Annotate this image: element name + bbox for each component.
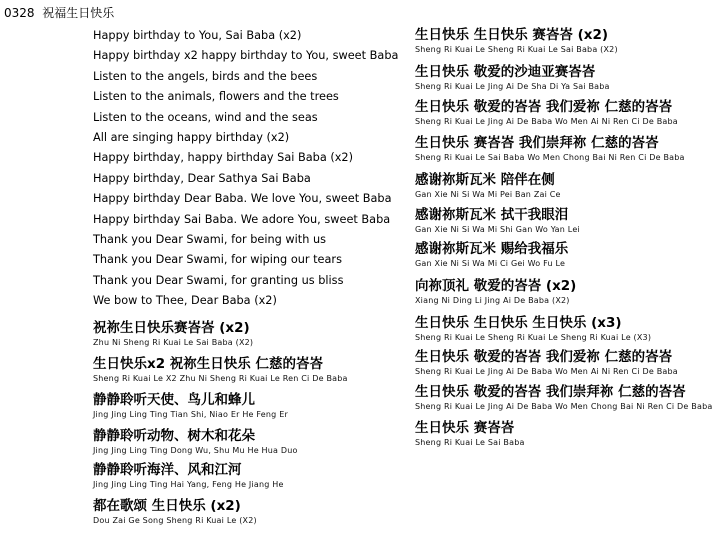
left-column <box>93 26 413 525</box>
song-number: 0328 <box>4 6 35 20</box>
chinese-line: 生日快乐 赛峇峇 <box>415 420 515 436</box>
chinese-verse <box>415 171 561 200</box>
chinese-line: 生日快乐 敬爱的峇峇 我们爱祢 仁慈的峇峇 <box>415 99 673 115</box>
pinyin-line: Zhu Ni Sheng Ri Kuai Le Sai Baba (X2) <box>93 338 254 347</box>
english-line: Happy birthday Sai Baba. We adore You, sweet Baba <box>93 212 391 226</box>
english-line: Thank you Dear Swami, for being with us <box>93 232 326 246</box>
chinese-line: 感谢祢斯瓦米 陪伴在侧 <box>415 172 555 188</box>
chinese-line: 生日快乐 生日快乐 赛峇峇 (x2) <box>415 27 609 43</box>
english-line: All are singing happy birthday (x2) <box>93 130 290 144</box>
pinyin-line: Jing Jing Ling Ting Hai Yang, Feng He Jiang He <box>93 480 284 489</box>
chinese-line: 都在歌颂 生日快乐 (x2) <box>93 498 241 514</box>
english-line: Thank you Dear Swami, for granting us bliss <box>93 273 344 287</box>
chinese-line: 向祢顶礼 敬爱的峇峇 (x2) <box>415 278 577 294</box>
chinese-line: 静静聆听动物、树木和花朵 <box>93 428 255 444</box>
chinese-line: 静静聆听天使、鸟儿和蜂儿 <box>93 392 255 408</box>
chinese-verse <box>415 383 712 412</box>
english-line: Listen to the animals, flowers and the trees <box>93 90 339 104</box>
chinese-verse <box>415 348 678 377</box>
chinese-line: 静静聆听海洋、风和江河 <box>93 462 242 478</box>
chinese-line: 生日快乐 生日快乐 生日快乐 (x3) <box>415 315 622 331</box>
pinyin-line: Dou Zai Ge Song Sheng Ri Kuai Le (X2) <box>93 516 257 525</box>
english-lyrics <box>93 26 413 311</box>
chinese-verse <box>415 419 525 448</box>
pinyin-line: Sheng Ri Kuai Le Sheng Ri Kuai Le Sheng Ri Kuai Le (X3) <box>415 333 652 342</box>
pinyin-line: Sheng Ri Kuai Le X2 Zhu Ni Sheng Ri Kuai Le Ren Ci De Baba <box>93 374 348 383</box>
chinese-line: 感谢祢斯瓦米 赐给我福乐 <box>415 241 569 257</box>
chinese-verse <box>415 63 610 92</box>
chinese-line: 生日快乐 敬爱的峇峇 我们爱祢 仁慈的峇峇 <box>415 349 673 365</box>
chinese-verse <box>93 355 348 384</box>
chinese-verse <box>93 427 298 456</box>
chinese-line: 感谢祢斯瓦米 拭干我眼泪 <box>415 207 569 223</box>
pinyin-line: Sheng Ri Kuai Le Sheng Ri Kuai Le Sai Baba (X2) <box>415 45 618 54</box>
chinese-verse <box>415 314 651 343</box>
pinyin-line: Jing Jing Ling Ting Tian Shi, Niao Er He Feng Er <box>93 410 288 419</box>
english-line: Listen to the oceans, wind and the seas <box>93 110 318 124</box>
song-title: 祝福生日快乐 <box>42 6 115 20</box>
english-line: Happy birthday x2 happy birthday to You, sweet Baba <box>93 49 399 63</box>
pinyin-line: Sheng Ri Kuai Le Jing Ai De Sha Di Ya Sai Baba <box>415 82 610 91</box>
english-line: We bow to Thee, Dear Baba (x2) <box>93 294 277 308</box>
chinese-verse <box>415 98 678 127</box>
pinyin-line: Gan Xie Ni Si Wa Mi Pei Ban Zai Ce <box>415 190 561 199</box>
chinese-line: 生日快乐 赛峇峇 我们崇拜祢 仁慈的峇峇 <box>415 135 659 151</box>
english-line: Thank you Dear Swami, for wiping our tears <box>93 253 342 267</box>
chinese-verse <box>415 206 580 235</box>
chinese-line: 祝祢生日快乐赛峇峇 (x2) <box>93 320 250 336</box>
pinyin-line: Gan Xie Ni Si Wa Mi Shi Gan Wo Yan Lei <box>415 225 580 234</box>
chinese-verse <box>93 461 284 490</box>
english-line: Happy birthday to You, Sai Baba (x2) <box>93 29 302 42</box>
pinyin-line: Sheng Ri Kuai Le Jing Ai De Baba Wo Men Ai Ni Ren Ci De Baba <box>415 367 678 376</box>
chinese-verse <box>415 134 685 163</box>
chinese-line: 生日快乐 敬爱的沙迪亚赛峇峇 <box>415 64 596 80</box>
pinyin-line: Gan Xie Ni Si Wa Mi Ci Gei Wo Fu Le <box>415 259 566 268</box>
chinese-verse <box>415 277 576 306</box>
pinyin-line: Sheng Ri Kuai Le Sai Baba Wo Men Chong Bai Ni Ren Ci De Baba <box>415 153 685 162</box>
chinese-verse <box>93 319 253 348</box>
english-line: Happy birthday, happy birthday Sai Baba (x2) <box>93 151 354 165</box>
chinese-verse <box>415 240 568 269</box>
chinese-verse <box>93 497 257 526</box>
chinese-verse <box>415 26 618 55</box>
chinese-line: 生日快乐x2 祝祢生日快乐 仁慈的峇峇 <box>93 356 324 372</box>
pinyin-line: Xiang Ni Ding Li Jing Ai De Baba (X2) <box>415 296 570 305</box>
chinese-verse <box>93 391 288 420</box>
pinyin-line: Sheng Ri Kuai Le Jing Ai De Baba Wo Men Ai Ni Ren Ci De Baba <box>415 117 678 126</box>
english-line: Happy birthday Dear Baba. We love You, sweet Baba <box>93 192 392 206</box>
page-header <box>4 4 114 21</box>
chinese-line: 生日快乐 敬爱的峇峇 我们崇拜祢 仁慈的峇峇 <box>415 384 686 400</box>
pinyin-line: Sheng Ri Kuai Le Jing Ai De Baba Wo Men Chong Bai Ni Ren Ci De Baba <box>415 402 713 411</box>
pinyin-line: Jing Jing Ling Ting Dong Wu, Shu Mu He Hua Duo <box>93 446 298 455</box>
english-line: Happy birthday, Dear Sathya Sai Baba <box>93 171 311 185</box>
english-line: Listen to the angels, birds and the bees <box>93 69 318 83</box>
pinyin-line: Sheng Ri Kuai Le Sai Baba <box>415 438 525 447</box>
